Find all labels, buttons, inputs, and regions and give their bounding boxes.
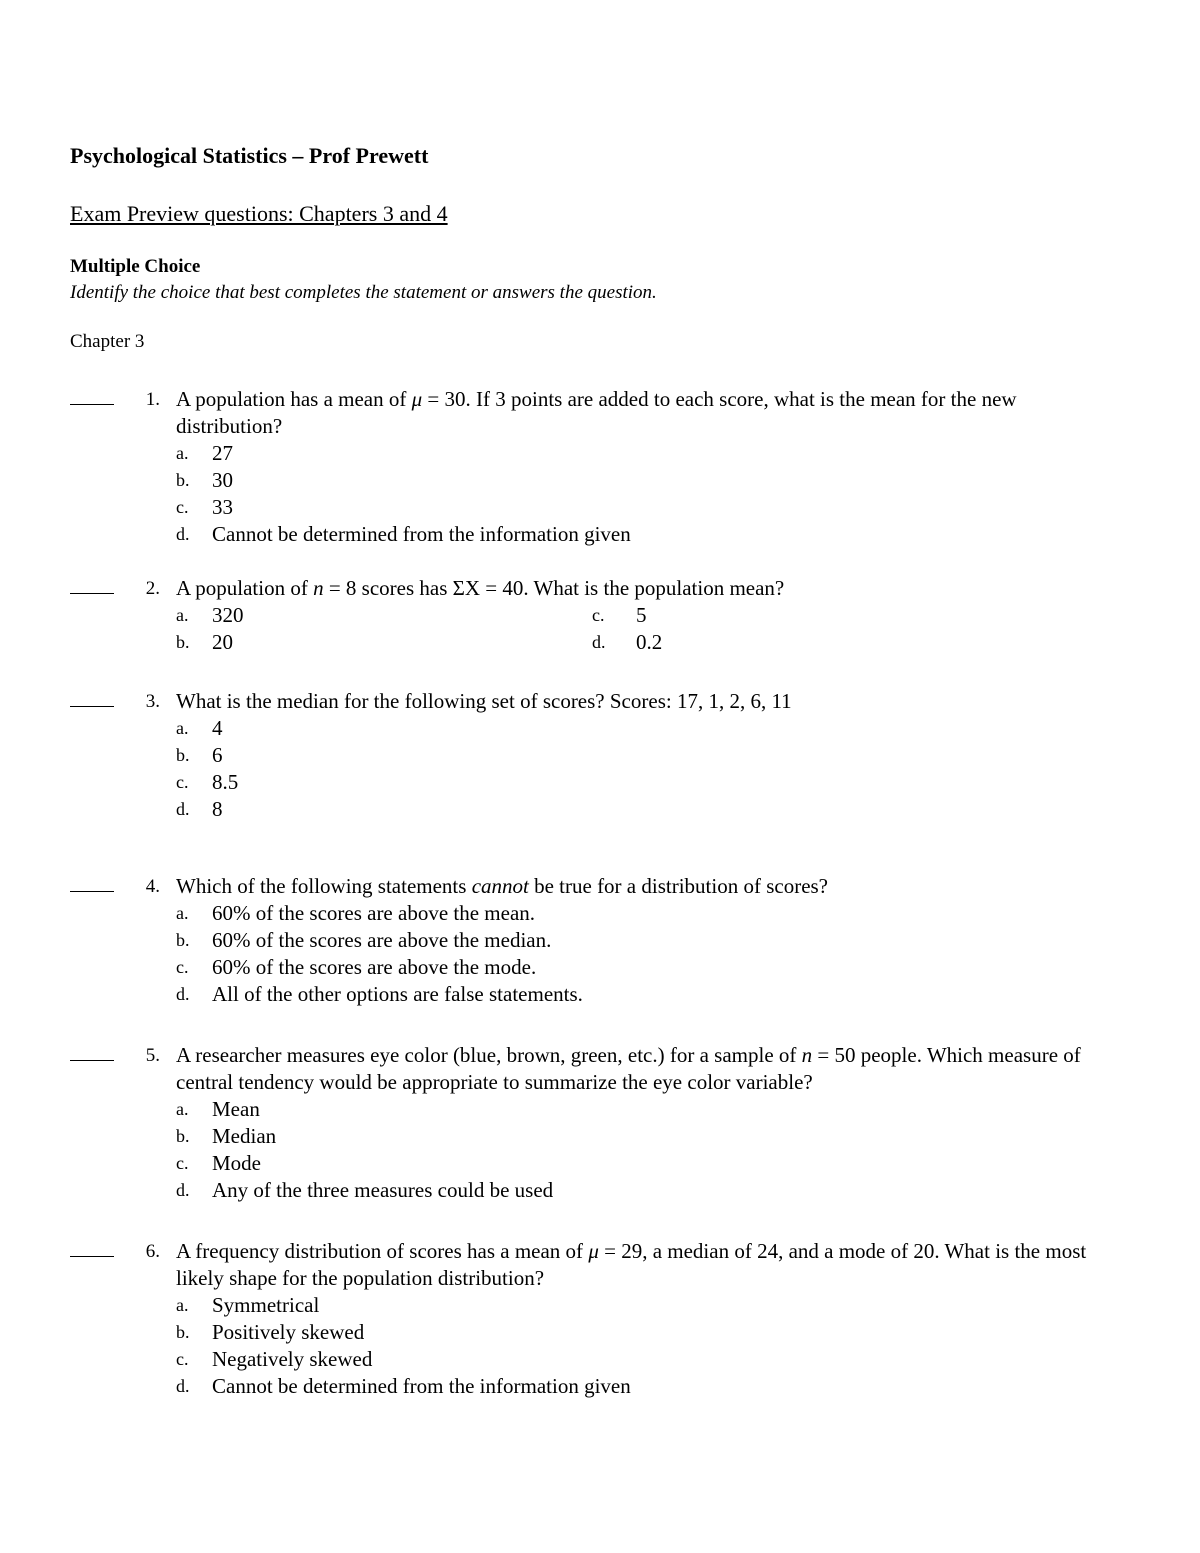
answer-blank[interactable] <box>70 1042 114 1069</box>
chapter-label: Chapter 3 <box>70 331 145 352</box>
question-number: 5. <box>145 1045 160 1066</box>
question-stem: A frequency distribution of scores has a mean of μ = 29, a median of 24, and a mode of 20. What is the most likely shape for the population distribution? <box>176 1239 1087 1290</box>
question-number: 1. <box>145 389 160 410</box>
question-stem: A population has a mean of μ = 30. If 3 points are added to each score, what is the mean for the new distribution? <box>176 387 1017 438</box>
document-title: Psychological Statistics – Prof Prewett <box>70 143 429 168</box>
section-instructions: Identify the choice that best completes the statement or answers the question. <box>70 282 657 303</box>
question-number: 4. <box>145 876 160 897</box>
question-stem: What is the median for the following set of scores? Scores: 17, 1, 2, 6, 11 <box>176 689 792 713</box>
answer-blank[interactable] <box>70 386 114 413</box>
answer-blank[interactable] <box>70 1238 114 1265</box>
document-subtitle: Exam Preview questions: Chapters 3 and 4 <box>70 201 448 226</box>
question-stem: A population of n = 8 scores has ΣX = 40. What is the population mean? <box>176 576 785 600</box>
section-heading: Multiple Choice <box>70 256 201 277</box>
question-number: 2. <box>145 578 160 599</box>
question-stem: Which of the following statements cannot be true for a distribution of scores? <box>176 874 829 898</box>
answer-blank[interactable] <box>70 575 114 602</box>
answer-blank[interactable] <box>70 873 114 900</box>
answer-blank[interactable] <box>70 688 114 715</box>
question-number: 3. <box>145 691 160 712</box>
question-number: 6. <box>145 1241 160 1262</box>
exam-page: Psychological Statistics – Prof Prewett Exam Preview questions: Chapters 3 and 4 Multiple Choice Identify the choice that best completes the statement or answers the question. Chapter 3 1. A population has a mean of μ = 30. If 3 points are added to each score, what is the mean for the new distribution? a. 27 b. 30 c. 33 d. Cannot be determined from the information given 2. A population of n = 8 scores has ΣX = 40. What is the population mean? a. 320 b. 20 c. 5 d. 0.2 3. What is the median for the following set of scores? Scores: 17, 1, 2, 6, 11 a. 4 b. 6 c. 8.5 d. 8 4. Which of the following statements cannot be true for a distribution of scores? a. 60% of the scores are above the mean. b. 60% of the scores are above the median. c. 60% of the scores are above the mode. d. All of the other options are false statements. 5. A researcher measures eye color (blue, brown, green, etc.) for a sample of n = 50 people. Which measure of central tendency would be appropriate to summarize the eye color variable? a. Mean b. Median c. Mode d. Any of the three measures could be used 6. A frequency distribution of scores has a mean of μ = 29, a median of 24, and a mode of 20. What is the most likely shape for the population distribution? a. Symmetrical b. Positively skewed c. Negatively skewed d. Cannot be determined from the information given <box>0 0 1200 1553</box>
question-stem: A researcher measures eye color (blue, brown, green, etc.) for a sample of n = 50 people. Which measure of central tendency would be appropriate to summarize the eye color variable? <box>176 1043 1081 1094</box>
